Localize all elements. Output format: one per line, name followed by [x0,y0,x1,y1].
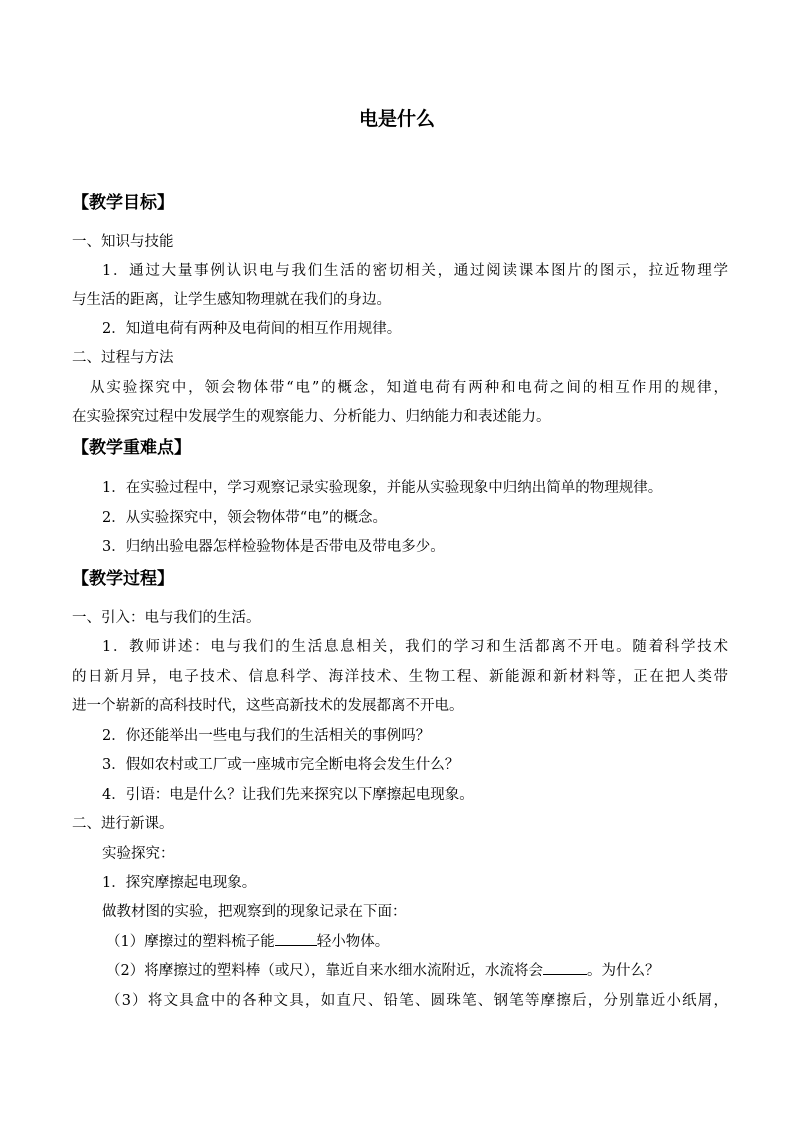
question-line: （3）将文具盒中的各种文具，如直尺、铅笔、圆珠笔、钢笔等摩擦后，分别靠近小纸屑， [106,993,728,1009]
process-paragraph: 1．教师讲述：电与我们的生活息息相关，我们的学习和生活都离不开电。随着科学技术 [102,639,728,655]
process-paragraph: 做教材图的实验，把观察到的现象记录在下面： [102,904,407,920]
keypoint-item: 3．归纳出验电器怎样检验物体是否带电及带电多少。 [102,539,445,555]
question-text: （1）摩擦过的塑料梳子能 [106,934,275,950]
answer-blank [275,931,317,946]
goals-heading-knowledge: 一、知识与技能 [72,234,174,250]
goals-paragraph: 从实验探究中，领会物体带“电”的概念，知道电荷有两种和电荷之间的相互作用的规律， [90,380,728,396]
question-line [106,931,728,953]
process-paragraph: 的日新月异，电子技术、信息科学、海洋技术、生物工程、新能源和新材料等，正在把人类带 [72,669,728,685]
goals-paragraph: 与生活的距离，让学生感知物理就在我们的身边。 [72,292,391,308]
section-heading-keypoints: 【教学重难点】 [72,438,191,458]
process-paragraph: 进一个崭新的高科技时代，这些高新技术的发展都离不开电。 [72,698,464,714]
section-heading-goals: 【教学目标】 [72,193,174,213]
goals-paragraph: 2．知道电荷有两种及电荷间的相互作用规律。 [102,321,402,337]
question-text: （2）将摩擦过的塑料棒（或尺），靠近自来水细水流附近，水流将会 [106,963,543,979]
section-heading-process: 【教学过程】 [72,569,174,589]
goals-heading-process: 二、过程与方法 [72,350,174,366]
process-paragraph: 2．你还能举出一些电与我们的生活相关的事例吗？ [102,728,431,744]
process-heading-intro: 一、引入：电与我们的生活。 [72,610,261,626]
goals-paragraph: 1．通过大量事例认识电与我们生活的密切相关，通过阅读课本图片的图示，拉近物理学 [102,263,728,279]
keypoint-item: 2．从实验探究中，领会物体带“电”的概念。 [102,510,388,526]
question-text: 。为什么？ [586,963,660,979]
process-paragraph: 实验探究： [102,846,175,862]
goals-paragraph: 在实验探究过程中发展学生的观察能力、分析能力、归纳能力和表述能力。 [72,409,551,425]
answer-blank [543,960,587,975]
question-text: 轻小物体。 [316,934,390,950]
process-heading-new-lesson: 二、进行新课。 [72,816,174,832]
keypoint-item: 1．在实验过程中，学习观察记录实验现象，并能从实验现象中归纳出简单的物理规律。 [102,480,663,496]
question-line [106,960,728,982]
page-title: 电是什么 [358,108,435,130]
process-paragraph: 1．探究摩擦起电现象。 [102,875,257,891]
process-paragraph: 3．假如农村或工厂或一座城市完全断电将会发生什么？ [102,757,460,773]
process-paragraph: 4．引语：电是什么？让我们先来探究以下摩擦起电现象。 [102,787,474,803]
